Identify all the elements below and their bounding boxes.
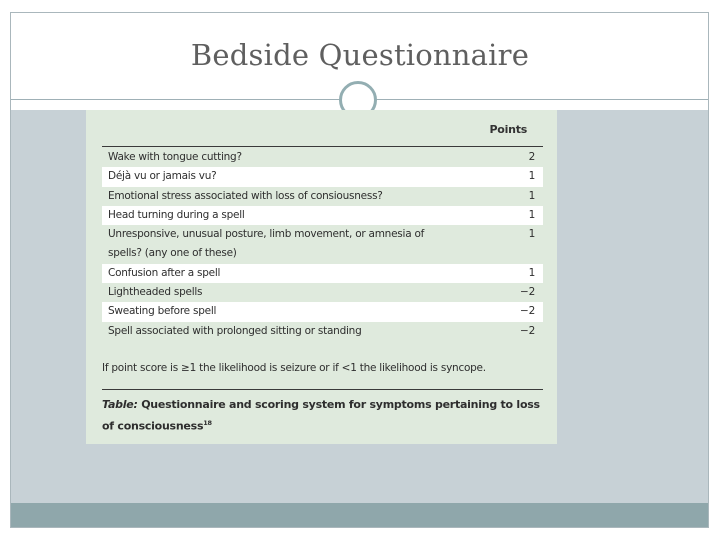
points-value: −2 bbox=[520, 324, 535, 337]
points-value: 1 bbox=[528, 189, 535, 202]
points-value: 1 bbox=[528, 266, 535, 279]
points-value: 1 bbox=[528, 208, 535, 221]
caption-reference: 18 bbox=[203, 419, 212, 427]
table-row bbox=[102, 264, 543, 283]
question-text: Spell associated with prolonged sitting or standing bbox=[108, 324, 362, 337]
table-row bbox=[102, 302, 543, 321]
points-value: 2 bbox=[528, 151, 535, 163]
points-value: −2 bbox=[520, 305, 535, 318]
table-row bbox=[102, 206, 543, 225]
table-caption bbox=[102, 395, 542, 436]
table-row bbox=[102, 225, 543, 264]
question-text: Head turning during a spell bbox=[108, 208, 245, 221]
caption-rule bbox=[102, 389, 543, 390]
table-row bbox=[102, 187, 543, 206]
caption-text: Questionnaire and scoring system for symptoms pertaining to loss of consciousness bbox=[102, 398, 540, 433]
scoring-note: If point score is ≥1 the likelihood is seizure or if <1 the likelihood is syncope. bbox=[102, 362, 486, 374]
table-body bbox=[102, 148, 543, 341]
question-text: Sweating before spell bbox=[108, 305, 217, 318]
table-row bbox=[102, 148, 543, 167]
slide-title: Bedside Questionnaire bbox=[190, 38, 530, 72]
questionnaire-table bbox=[86, 110, 557, 444]
question-text: Unresponsive, unusual posture, limb movement, or amnesia of spells? (any one of these) bbox=[108, 228, 425, 260]
points-value: −2 bbox=[520, 286, 535, 299]
question-text: Wake with tongue cutting? bbox=[108, 151, 242, 163]
points-column-header: Points bbox=[489, 123, 527, 136]
points-value: 1 bbox=[528, 170, 535, 183]
table-row bbox=[102, 167, 543, 186]
table-row bbox=[102, 283, 543, 302]
question-text: Confusion after a spell bbox=[108, 266, 221, 279]
question-text: Lightheaded spells bbox=[108, 286, 203, 299]
header-rule bbox=[102, 146, 543, 147]
question-text: Déjà vu or jamais vu? bbox=[108, 170, 217, 183]
points-value: 1 bbox=[528, 228, 535, 241]
footer-bar bbox=[11, 503, 708, 527]
question-text: Emotional stress associated with loss of consiousness? bbox=[108, 189, 383, 202]
table-row bbox=[102, 322, 543, 341]
caption-label: Table: bbox=[102, 398, 138, 411]
